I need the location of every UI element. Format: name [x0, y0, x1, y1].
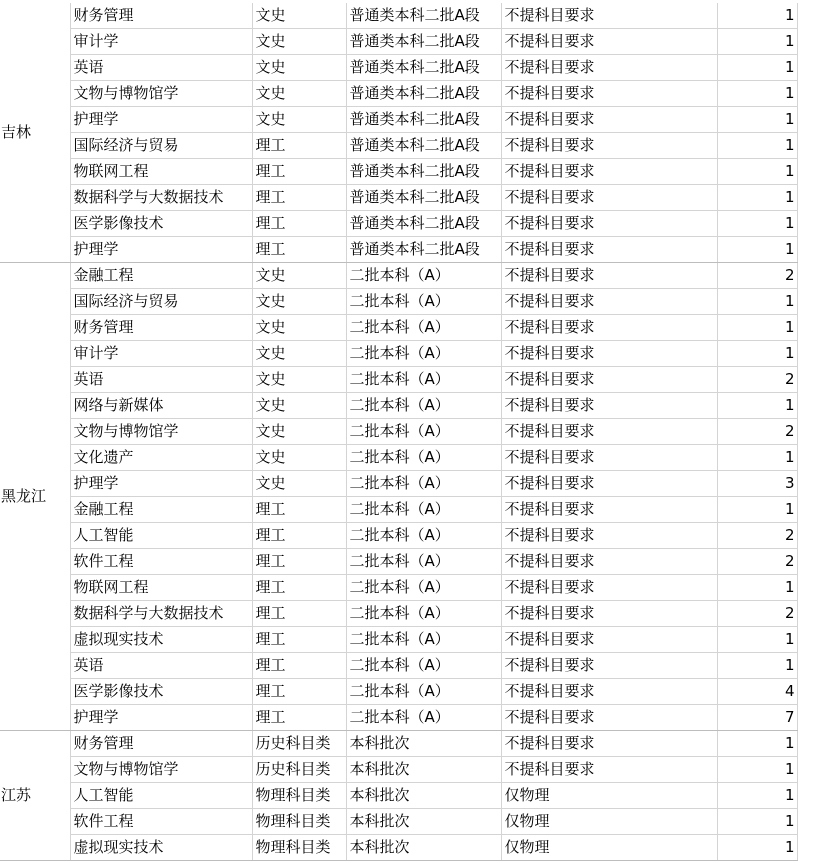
plan-count-cell[interactable]: 1 — [717, 341, 797, 367]
subject-requirement-cell[interactable]: 不提科目要求 — [501, 445, 717, 471]
subject-type-cell[interactable]: 理工 — [252, 575, 346, 601]
subject-requirement-cell[interactable]: 不提科目要求 — [501, 3, 717, 29]
batch-cell[interactable]: 二批本科（A） — [346, 341, 501, 367]
plan-count-cell[interactable]: 1 — [717, 3, 797, 29]
batch-cell[interactable]: 二批本科（A） — [346, 497, 501, 523]
table-row — [0, 601, 797, 627]
subject-requirement-cell[interactable]: 不提科目要求 — [501, 159, 717, 185]
plan-count-cell[interactable]: 1 — [717, 731, 797, 757]
enrollment-plan-table — [0, 3, 798, 861]
major-cell[interactable]: 护理学 — [70, 471, 252, 497]
table-row — [0, 705, 797, 731]
table-row — [0, 523, 797, 549]
table-body — [0, 3, 797, 861]
batch-cell[interactable]: 二批本科（A） — [346, 315, 501, 341]
table-row — [0, 237, 797, 263]
major-cell[interactable]: 软件工程 — [70, 809, 252, 835]
batch-cell[interactable]: 二批本科（A） — [346, 627, 501, 653]
plan-count-cell[interactable]: 3 — [717, 471, 797, 497]
subject-requirement-cell[interactable]: 不提科目要求 — [501, 237, 717, 263]
subject-requirement-cell[interactable]: 不提科目要求 — [501, 341, 717, 367]
table-row — [0, 159, 797, 185]
major-cell[interactable]: 网络与新媒体 — [70, 393, 252, 419]
major-cell[interactable]: 护理学 — [70, 107, 252, 133]
table-row — [0, 419, 797, 445]
batch-cell[interactable]: 二批本科（A） — [346, 601, 501, 627]
major-cell[interactable]: 审计学 — [70, 29, 252, 55]
major-cell[interactable]: 文物与博物馆学 — [70, 757, 252, 783]
subject-requirement-cell[interactable]: 不提科目要求 — [501, 627, 717, 653]
major-cell[interactable]: 文物与博物馆学 — [70, 81, 252, 107]
subject-requirement-cell[interactable]: 不提科目要求 — [501, 185, 717, 211]
major-cell[interactable]: 金融工程 — [70, 497, 252, 523]
subject-requirement-cell[interactable]: 不提科目要求 — [501, 367, 717, 393]
plan-count-cell[interactable]: 1 — [717, 393, 797, 419]
major-cell[interactable]: 数据科学与大数据技术 — [70, 601, 252, 627]
batch-cell[interactable]: 普通类本科二批A段 — [346, 159, 501, 185]
batch-cell[interactable]: 二批本科（A） — [346, 679, 501, 705]
batch-cell[interactable]: 本科批次 — [346, 835, 501, 861]
major-cell[interactable]: 人工智能 — [70, 783, 252, 809]
table-row — [0, 315, 797, 341]
subject-requirement-cell[interactable]: 不提科目要求 — [501, 29, 717, 55]
plan-count-cell[interactable]: 2 — [717, 419, 797, 445]
plan-count-cell[interactable]: 1 — [717, 445, 797, 471]
plan-count-cell[interactable]: 1 — [717, 159, 797, 185]
subject-requirement-cell[interactable]: 不提科目要求 — [501, 575, 717, 601]
table-row — [0, 263, 797, 289]
subject-requirement-cell[interactable]: 仅物理 — [501, 783, 717, 809]
major-cell[interactable]: 虚拟现实技术 — [70, 835, 252, 861]
table-row — [0, 107, 797, 133]
major-cell[interactable]: 医学影像技术 — [70, 211, 252, 237]
subject-type-cell[interactable]: 文史 — [252, 107, 346, 133]
subject-type-cell[interactable]: 理工 — [252, 523, 346, 549]
batch-cell[interactable]: 本科批次 — [346, 731, 501, 757]
subject-type-cell[interactable]: 文史 — [252, 55, 346, 81]
batch-cell[interactable]: 普通类本科二批A段 — [346, 211, 501, 237]
plan-count-cell[interactable]: 1 — [717, 29, 797, 55]
subject-type-cell[interactable]: 文史 — [252, 81, 346, 107]
subject-type-cell[interactable]: 理工 — [252, 549, 346, 575]
major-cell[interactable]: 数据科学与大数据技术 — [70, 185, 252, 211]
subject-type-cell[interactable]: 文史 — [252, 471, 346, 497]
batch-cell[interactable]: 二批本科（A） — [346, 653, 501, 679]
major-cell[interactable]: 英语 — [70, 55, 252, 81]
plan-count-cell[interactable]: 1 — [717, 237, 797, 263]
plan-count-cell[interactable]: 1 — [717, 107, 797, 133]
province-cell[interactable]: 黑龙江 — [0, 263, 70, 731]
batch-cell[interactable]: 二批本科（A） — [346, 523, 501, 549]
subject-requirement-cell[interactable]: 不提科目要求 — [501, 81, 717, 107]
subject-type-cell[interactable]: 文史 — [252, 445, 346, 471]
plan-count-cell[interactable]: 1 — [717, 835, 797, 861]
major-cell[interactable]: 文化遗产 — [70, 445, 252, 471]
subject-type-cell[interactable]: 理工 — [252, 159, 346, 185]
subject-requirement-cell[interactable]: 不提科目要求 — [501, 393, 717, 419]
plan-count-cell[interactable]: 2 — [717, 523, 797, 549]
batch-cell[interactable]: 二批本科（A） — [346, 419, 501, 445]
table-row — [0, 55, 797, 81]
table-row — [0, 757, 797, 783]
batch-cell[interactable]: 普通类本科二批A段 — [346, 107, 501, 133]
subject-type-cell[interactable]: 理工 — [252, 133, 346, 159]
subject-requirement-cell[interactable]: 不提科目要求 — [501, 679, 717, 705]
subject-type-cell[interactable]: 物理科目类 — [252, 835, 346, 861]
province-cell[interactable]: 江苏 — [0, 731, 70, 861]
plan-count-cell[interactable]: 7 — [717, 705, 797, 731]
table-row — [0, 809, 797, 835]
table-row — [0, 575, 797, 601]
subject-type-cell[interactable]: 理工 — [252, 237, 346, 263]
subject-requirement-cell[interactable]: 不提科目要求 — [501, 523, 717, 549]
batch-cell[interactable]: 二批本科（A） — [346, 575, 501, 601]
plan-count-cell[interactable]: 1 — [717, 627, 797, 653]
table-row — [0, 653, 797, 679]
subject-requirement-cell[interactable]: 不提科目要求 — [501, 497, 717, 523]
major-cell[interactable]: 护理学 — [70, 705, 252, 731]
subject-requirement-cell[interactable]: 不提科目要求 — [501, 133, 717, 159]
subject-type-cell[interactable]: 文史 — [252, 3, 346, 29]
batch-cell[interactable]: 普通类本科二批A段 — [346, 81, 501, 107]
subject-requirement-cell[interactable]: 不提科目要求 — [501, 211, 717, 237]
plan-count-cell[interactable]: 1 — [717, 55, 797, 81]
major-cell[interactable]: 国际经济与贸易 — [70, 289, 252, 315]
plan-count-cell[interactable]: 1 — [717, 211, 797, 237]
batch-cell[interactable]: 二批本科（A） — [346, 549, 501, 575]
batch-cell[interactable]: 普通类本科二批A段 — [346, 3, 501, 29]
plan-count-cell[interactable]: 2 — [717, 549, 797, 575]
table-row — [0, 3, 797, 29]
major-cell[interactable]: 文物与博物馆学 — [70, 419, 252, 445]
plan-count-cell[interactable]: 1 — [717, 315, 797, 341]
subject-type-cell[interactable]: 理工 — [252, 679, 346, 705]
table-row — [0, 29, 797, 55]
batch-cell[interactable]: 普通类本科二批A段 — [346, 237, 501, 263]
table-row — [0, 497, 797, 523]
plan-count-cell[interactable]: 1 — [717, 497, 797, 523]
table-row — [0, 627, 797, 653]
subject-type-cell[interactable]: 文史 — [252, 367, 346, 393]
plan-count-cell[interactable]: 1 — [717, 81, 797, 107]
table-row — [0, 445, 797, 471]
table-row — [0, 471, 797, 497]
subject-requirement-cell[interactable]: 不提科目要求 — [501, 471, 717, 497]
major-cell[interactable]: 财务管理 — [70, 315, 252, 341]
plan-count-cell[interactable]: 1 — [717, 185, 797, 211]
major-cell[interactable]: 虚拟现实技术 — [70, 627, 252, 653]
major-cell[interactable]: 国际经济与贸易 — [70, 133, 252, 159]
plan-count-cell[interactable]: 1 — [717, 809, 797, 835]
major-cell[interactable]: 财务管理 — [70, 3, 252, 29]
plan-count-cell[interactable]: 1 — [717, 575, 797, 601]
subject-requirement-cell[interactable]: 不提科目要求 — [501, 55, 717, 81]
subject-requirement-cell[interactable]: 不提科目要求 — [501, 107, 717, 133]
plan-count-cell[interactable]: 2 — [717, 601, 797, 627]
subject-requirement-cell[interactable]: 不提科目要求 — [501, 263, 717, 289]
subject-type-cell[interactable]: 理工 — [252, 705, 346, 731]
subject-requirement-cell[interactable]: 不提科目要求 — [501, 653, 717, 679]
subject-requirement-cell[interactable]: 不提科目要求 — [501, 315, 717, 341]
subject-requirement-cell[interactable]: 仅物理 — [501, 835, 717, 861]
subject-requirement-cell[interactable]: 不提科目要求 — [501, 705, 717, 731]
major-cell[interactable]: 软件工程 — [70, 549, 252, 575]
batch-cell[interactable]: 本科批次 — [346, 783, 501, 809]
major-cell[interactable]: 英语 — [70, 653, 252, 679]
major-cell[interactable]: 英语 — [70, 367, 252, 393]
subject-requirement-cell[interactable]: 不提科目要求 — [501, 419, 717, 445]
table-row — [0, 783, 797, 809]
major-cell[interactable]: 物联网工程 — [70, 159, 252, 185]
subject-requirement-cell[interactable]: 不提科目要求 — [501, 601, 717, 627]
subject-type-cell[interactable]: 理工 — [252, 653, 346, 679]
subject-type-cell[interactable]: 文史 — [252, 341, 346, 367]
major-cell[interactable]: 财务管理 — [70, 731, 252, 757]
major-cell[interactable]: 金融工程 — [70, 263, 252, 289]
batch-cell[interactable]: 普通类本科二批A段 — [346, 133, 501, 159]
batch-cell[interactable]: 二批本科（A） — [346, 445, 501, 471]
plan-count-cell[interactable]: 1 — [717, 757, 797, 783]
subject-type-cell[interactable]: 物理科目类 — [252, 783, 346, 809]
subject-type-cell[interactable]: 理工 — [252, 627, 346, 653]
batch-cell[interactable]: 普通类本科二批A段 — [346, 29, 501, 55]
batch-cell[interactable]: 二批本科（A） — [346, 471, 501, 497]
table-row — [0, 289, 797, 315]
table-row — [0, 341, 797, 367]
subject-type-cell[interactable]: 文史 — [252, 419, 346, 445]
batch-cell[interactable]: 二批本科（A） — [346, 367, 501, 393]
province-cell[interactable]: 吉林 — [0, 3, 70, 263]
batch-cell[interactable]: 二批本科（A） — [346, 289, 501, 315]
subject-type-cell[interactable]: 历史科目类 — [252, 731, 346, 757]
table-row — [0, 133, 797, 159]
subject-requirement-cell[interactable]: 不提科目要求 — [501, 757, 717, 783]
batch-cell[interactable]: 本科批次 — [346, 757, 501, 783]
major-cell[interactable]: 护理学 — [70, 237, 252, 263]
subject-type-cell[interactable]: 文史 — [252, 29, 346, 55]
batch-cell[interactable]: 普通类本科二批A段 — [346, 55, 501, 81]
batch-cell[interactable]: 普通类本科二批A段 — [346, 185, 501, 211]
subject-requirement-cell[interactable]: 不提科目要求 — [501, 549, 717, 575]
batch-cell[interactable]: 二批本科（A） — [346, 393, 501, 419]
table-row — [0, 81, 797, 107]
plan-count-cell[interactable]: 1 — [717, 289, 797, 315]
major-cell[interactable]: 物联网工程 — [70, 575, 252, 601]
subject-type-cell[interactable]: 理工 — [252, 601, 346, 627]
plan-count-cell[interactable]: 1 — [717, 653, 797, 679]
major-cell[interactable]: 审计学 — [70, 341, 252, 367]
table-row — [0, 731, 797, 757]
subject-type-cell[interactable]: 理工 — [252, 497, 346, 523]
batch-cell[interactable]: 本科批次 — [346, 809, 501, 835]
subject-type-cell[interactable]: 文史 — [252, 393, 346, 419]
subject-type-cell[interactable]: 文史 — [252, 289, 346, 315]
subject-requirement-cell[interactable]: 仅物理 — [501, 809, 717, 835]
subject-requirement-cell[interactable]: 不提科目要求 — [501, 289, 717, 315]
table-row — [0, 211, 797, 237]
subject-type-cell[interactable]: 文史 — [252, 315, 346, 341]
table-row — [0, 185, 797, 211]
table-row — [0, 835, 797, 861]
plan-count-cell[interactable]: 2 — [717, 367, 797, 393]
major-cell[interactable]: 人工智能 — [70, 523, 252, 549]
subject-type-cell[interactable]: 理工 — [252, 185, 346, 211]
subject-type-cell[interactable]: 文史 — [252, 263, 346, 289]
plan-count-cell[interactable]: 4 — [717, 679, 797, 705]
table-row — [0, 393, 797, 419]
subject-type-cell[interactable]: 历史科目类 — [252, 757, 346, 783]
plan-count-cell[interactable]: 1 — [717, 783, 797, 809]
table-row — [0, 679, 797, 705]
batch-cell[interactable]: 二批本科（A） — [346, 263, 501, 289]
subject-requirement-cell[interactable]: 不提科目要求 — [501, 731, 717, 757]
batch-cell[interactable]: 二批本科（A） — [346, 705, 501, 731]
subject-type-cell[interactable]: 理工 — [252, 211, 346, 237]
subject-type-cell[interactable]: 物理科目类 — [252, 809, 346, 835]
major-cell[interactable]: 医学影像技术 — [70, 679, 252, 705]
table-row — [0, 367, 797, 393]
table-row — [0, 549, 797, 575]
plan-count-cell[interactable]: 1 — [717, 133, 797, 159]
plan-count-cell[interactable]: 2 — [717, 263, 797, 289]
